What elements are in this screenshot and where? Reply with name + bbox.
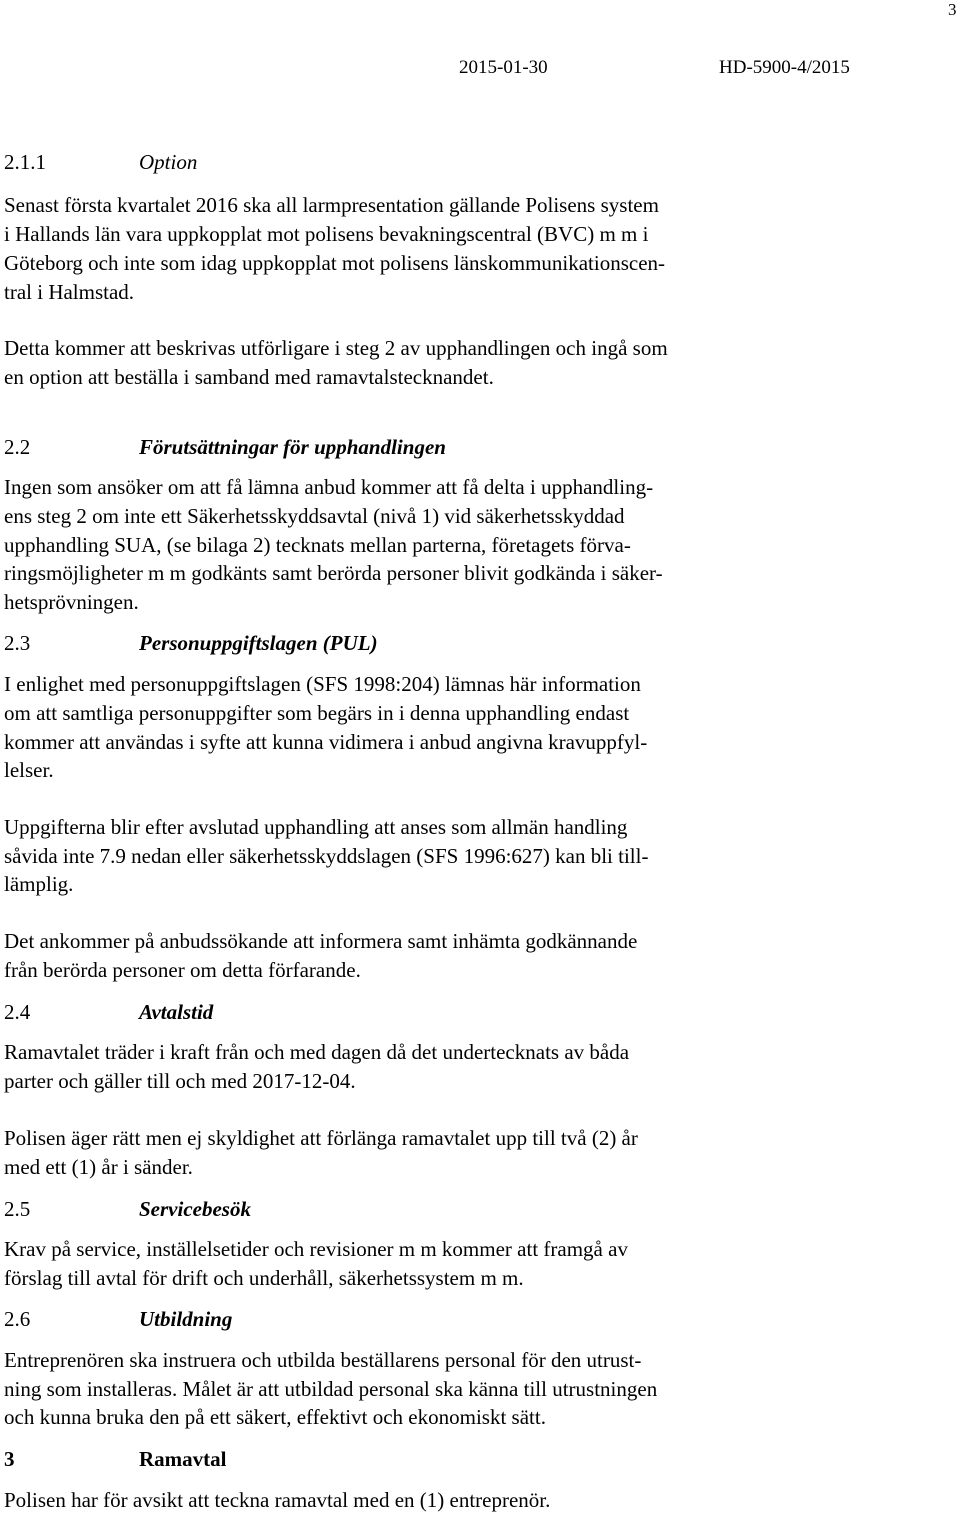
body-text-line: I enlighet med personuppgiftslagen (SFS 1998:204) lämnas här information [4,672,641,696]
section-title-forutsattningar: Förutsättningar för upphandlingen [139,435,446,459]
body-text-line: såvida inte 7.9 nedan eller säkerhetsskyddslagen (SFS 1996:627) kan bli till- [4,844,649,868]
section-number-2-2: 2.2 [4,435,31,459]
body-text-line: Uppgifterna blir efter avslutad upphandling att anses som allmän handling [4,815,628,839]
body-text-line: Detta kommer att beskrivas utförligare i steg 2 av upphandlingen och ingå som [4,336,668,360]
body-text-line: förslag till avtal för drift och underhåll, säkerhetssystem m m. [4,1266,524,1290]
section-number-2-3: 2.3 [4,631,31,655]
body-text-line: Krav på service, inställelsetider och revisioner m m kommer att framgå av [4,1237,628,1261]
body-text-line: Det ankommer på anbudssökande att informera samt inhämta godkännande [4,929,638,953]
body-text-line: ens steg 2 om inte ett Säkerhetsskyddsavtal (nivå 1) vid säkerhetsskyddad [4,504,625,528]
header-case-number: HD-5900-4/2015 [719,57,850,78]
page-number: 3 [948,0,957,19]
body-text-line: Göteborg och inte som idag uppkopplat mot polisens länskommunikationscen- [4,251,666,275]
section-title-utbildning: Utbildning [139,1307,233,1331]
section-title-option: Option [139,150,198,174]
body-text-line: och kunna bruka den på ett säkert, effektivt och ekonomiskt sätt. [4,1405,546,1429]
body-text-line: Entreprenören ska instruera och utbilda beställarens personal för den utrust- [4,1348,642,1372]
section-number-3: 3 [4,1447,15,1471]
section-title-avtalstid: Avtalstid [139,1000,214,1024]
body-text-line: tral i Halmstad. [4,280,135,304]
body-text-line: i Hallands län vara uppkopplat mot polisens bevakningscentral (BVC) m m i [4,222,649,246]
body-text-line: kommer att användas i syfte att kunna vidimera i anbud angivna kravuppfyl- [4,730,648,754]
section-title-ramavtal: Ramavtal [139,1447,227,1471]
body-text-line: Ramavtalet träder i kraft från och med dagen då det undertecknats av båda [4,1040,630,1064]
section-title-servicebesok: Servicebesök [139,1197,251,1221]
body-text-line: Ingen som ansöker om att få lämna anbud kommer att få delta i upphandling- [4,475,654,499]
body-text-line: hetsprövningen. [4,590,139,614]
section-number-2-6: 2.6 [4,1307,31,1331]
header-date: 2015-01-30 [459,57,548,78]
section-number-2-1-1: 2.1.1 [4,150,46,174]
body-text-line: en option att beställa i samband med ramavtalstecknandet. [4,365,494,389]
body-text-line: Polisen har för avsikt att teckna ramavtal med en (1) entreprenör. [4,1488,551,1512]
body-text-line: lämplig. [4,872,74,896]
body-text-line: om att samtliga personuppgifter som begärs in i denna upphandling endast [4,701,630,725]
body-text-line: Senast första kvartalet 2016 ska all larmpresentation gällande Polisens system [4,193,659,217]
section-title-pul: Personuppgiftslagen (PUL) [139,631,378,655]
body-text-line: upphandling SUA, (se bilaga 2) tecknats mellan parterna, företagets förva- [4,533,631,557]
section-number-2-5: 2.5 [4,1197,31,1221]
body-text-line: Polisen äger rätt men ej skyldighet att förlänga ramavtalet upp till två (2) år [4,1126,638,1150]
body-text-line: ringsmöjligheter m m godkänts samt berörda personer blivit godkända i säker- [4,561,663,585]
body-text-line: lelser. [4,758,54,782]
body-text-line: parter och gäller till och med 2017-12-04. [4,1069,356,1093]
body-text-line: från berörda personer om detta förfarande. [4,958,361,982]
body-text-line: ning som installeras. Målet är att utbildad personal ska känna till utrustningen [4,1377,658,1401]
section-number-2-4: 2.4 [4,1000,31,1024]
body-text-line: med ett (1) år i sänder. [4,1155,193,1179]
